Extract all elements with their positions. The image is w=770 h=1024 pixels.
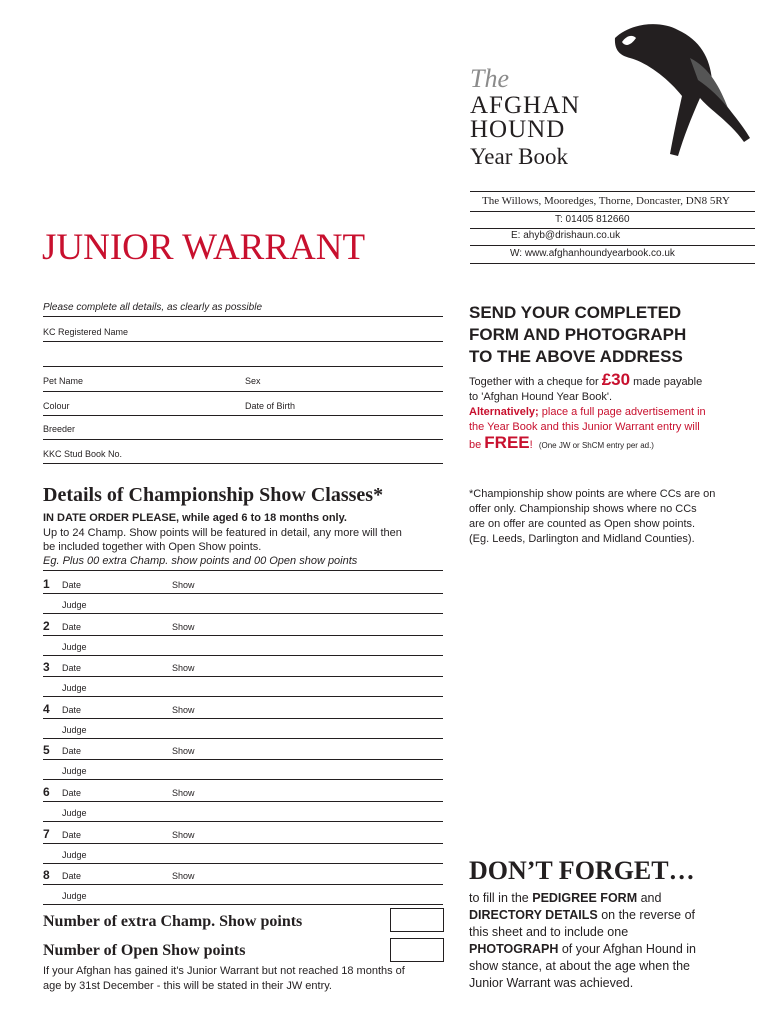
pet-name-label: Pet Name: [43, 376, 84, 386]
row-judge-label: Judge: [62, 724, 87, 735]
row-date-label: Date: [62, 871, 82, 882]
contact-rule-4: [470, 263, 755, 264]
row-number: 1: [43, 577, 50, 591]
row-number: 5: [43, 743, 50, 758]
row-date-line[interactable]: [43, 718, 443, 719]
kc-name-label: KC Registered Name: [43, 327, 129, 337]
logo-hound: HOUND: [470, 116, 566, 143]
row-number: 2: [43, 618, 50, 633]
contact-web[interactable]: W: www.afghanhoundyearbook.co.uk: [510, 248, 675, 259]
row-show-label: Show: [172, 746, 195, 757]
cheque-pre: Together with a cheque for: [469, 376, 602, 388]
dob-label: Date of Birth: [245, 401, 296, 411]
send-body: [469, 372, 759, 453]
cheque-line-2: to 'Afghan Hound Year Book'.: [469, 391, 613, 403]
price: £30: [601, 370, 631, 389]
pet-name-line[interactable]: [43, 391, 443, 392]
contact-address: The Willows, Mooredges, Thorne, Doncaster, DN8 5RY: [482, 195, 731, 207]
row-show-label: Show: [172, 621, 195, 632]
df-pedigree: PEDIGREE FORM: [532, 891, 638, 905]
instruction-rule: [43, 316, 443, 317]
details-example: Eg. Plus 00 extra Champ. show points and 00 Open show points: [43, 555, 358, 567]
send-heading-line-1: SEND YOUR COMPLETED: [469, 303, 682, 322]
alt-line-2: the Year Book and this Junior Warrant entry will: [469, 421, 700, 433]
row-judge-line[interactable]: [43, 655, 443, 656]
extra-points-label: Number of extra Champ. Show points: [43, 913, 303, 930]
row-judge-line[interactable]: [43, 738, 443, 739]
row-judge-label: Judge: [62, 849, 87, 860]
stud-book-line[interactable]: [43, 463, 443, 464]
df-line-3: this sheet and to include one: [469, 925, 629, 939]
row-number: 3: [43, 660, 50, 675]
send-heading: [469, 302, 686, 368]
row-date-label: Date: [62, 829, 82, 840]
row-number: 8: [43, 868, 50, 883]
row-date-label: Date: [62, 788, 82, 798]
row-number: 4: [43, 701, 50, 716]
df-line-2: [469, 907, 759, 924]
df-photograph: PHOTOGRAPH: [469, 942, 559, 956]
contact-phone: T: 01405 812660: [555, 214, 630, 225]
kc-name-line[interactable]: [43, 341, 443, 342]
row-judge-label: Judge: [62, 808, 87, 818]
footnote-line-2: offer only. Championship shows where no CCs: [469, 503, 697, 515]
footnote: [469, 487, 715, 547]
row-date-line[interactable]: [43, 759, 443, 760]
colour-line[interactable]: [43, 415, 443, 416]
row-show-label: Show: [172, 704, 195, 715]
details-line-1: Up to 24 Champ. Show points will be featured in detail, any more will then: [43, 527, 402, 539]
row-judge-label: Judge: [62, 766, 87, 777]
row-date-line[interactable]: [43, 676, 443, 677]
free-note: (One JW or ShCM entry per ad.): [538, 441, 654, 450]
row-judge-line[interactable]: [43, 779, 443, 780]
row-judge-line[interactable]: [43, 821, 443, 822]
contact-rule-2: [470, 228, 755, 229]
details-line-2: be included together with Open Show points.: [43, 541, 262, 553]
hound-illustration: [560, 18, 760, 178]
row-date-line[interactable]: [43, 884, 443, 885]
row-date-line[interactable]: [43, 801, 443, 802]
df-directory: DIRECTORY DETAILS: [469, 908, 598, 922]
df-line-5: show stance, at about the age when the: [469, 959, 690, 973]
row-show-label: Show: [172, 871, 195, 882]
breeder-line[interactable]: [43, 439, 443, 440]
df-line-6: Junior Warrant was achieved.: [469, 976, 634, 990]
df-p5: of your Afghan Hound in: [558, 942, 696, 956]
dont-forget-heading: DON’T FORGET…: [469, 856, 695, 885]
send-heading-line-2: FORM AND PHOTOGRAPH: [469, 325, 687, 344]
row-date-label: Date: [62, 580, 82, 590]
logo-afghan: AFGHAN: [470, 92, 581, 119]
extra-points-box[interactable]: [390, 908, 444, 932]
df-line-1: [469, 890, 759, 907]
row-show-label: Show: [172, 829, 195, 840]
free-line: [469, 435, 759, 453]
logo-year-book: Year Book: [470, 144, 568, 169]
sex-label: Sex: [245, 376, 261, 386]
row-date-line[interactable]: [43, 843, 443, 844]
footnote-line-3: are on offer are counted as Open show points.: [469, 518, 696, 530]
points-note-1: If your Afghan has gained it's Junior Warrant but not reached 18 months of: [43, 965, 405, 977]
be-text: be: [469, 439, 485, 451]
row-judge-line[interactable]: [43, 696, 443, 697]
cheque-line: [469, 372, 759, 390]
row-judge-label: Judge: [62, 600, 87, 610]
stud-book-label: KKC Stud Book No.: [43, 449, 123, 459]
page-title: JUNIOR WARRANT: [42, 227, 366, 268]
details-heading: Details of Championship Show Classes*: [43, 484, 384, 506]
row-number: 6: [43, 785, 50, 799]
df-p1: to fill in the: [469, 891, 533, 905]
contact-email[interactable]: E: ahyb@drishaun.co.uk: [511, 230, 621, 241]
free-excl: !: [529, 439, 533, 451]
contact-rule-top: [470, 191, 755, 192]
points-note-2: age by 31st December - this will be stated in their JW entry.: [43, 980, 332, 992]
details-rule: [43, 570, 443, 571]
colour-label: Colour: [43, 401, 70, 411]
send-heading-line-3: TO THE ABOVE ADDRESS: [469, 347, 683, 366]
row-number: 7: [43, 826, 50, 841]
open-points-box[interactable]: [390, 938, 444, 962]
cheque-post: made payable: [630, 376, 703, 388]
row-show-label: Show: [172, 663, 195, 674]
row-judge-line[interactable]: [43, 863, 443, 864]
alt-rest: place a full page advertisement in: [538, 406, 706, 418]
alt-bold: Alternatively;: [469, 406, 539, 418]
row-show-label: Show: [172, 580, 195, 590]
df-p2: and: [637, 891, 662, 905]
free-text: FREE: [484, 433, 530, 452]
row-date-label: Date: [62, 704, 82, 715]
row-judge-label: Judge: [62, 891, 87, 902]
df-line-4: [469, 941, 759, 958]
row-date-line[interactable]: [43, 635, 443, 636]
df-p3: on the reverse of: [597, 908, 695, 922]
dont-forget-body: [469, 890, 759, 992]
row-judge-label: Judge: [62, 683, 87, 694]
row-date-label: Date: [62, 621, 82, 632]
footnote-line-4: (Eg. Leeds, Darlington and Midland Counties).: [469, 533, 695, 545]
contact-rule-3: [470, 245, 755, 246]
logo-the: The: [470, 64, 509, 93]
breeder-label: Breeder: [43, 424, 76, 434]
row-judge-line[interactable]: [43, 613, 443, 614]
footnote-line-1: *Championship show points are where CCs are on: [469, 488, 716, 500]
details-subheading: IN DATE ORDER PLEASE, while aged 6 to 18 months only.: [43, 512, 347, 524]
row-judge-line[interactable]: [43, 904, 443, 905]
instruction-text: Please complete all details, as clearly as possible: [43, 302, 262, 313]
open-points-label: Number of Open Show points: [43, 942, 246, 959]
row-judge-label: Judge: [62, 641, 87, 652]
row-date-label: Date: [62, 746, 82, 757]
kc-name-line-2[interactable]: [43, 366, 443, 367]
row-date-label: Date: [62, 663, 82, 674]
row-show-label: Show: [172, 788, 195, 798]
contact-rule-1: [470, 211, 755, 212]
row-date-line[interactable]: [43, 593, 443, 594]
alt-line: [469, 405, 759, 420]
